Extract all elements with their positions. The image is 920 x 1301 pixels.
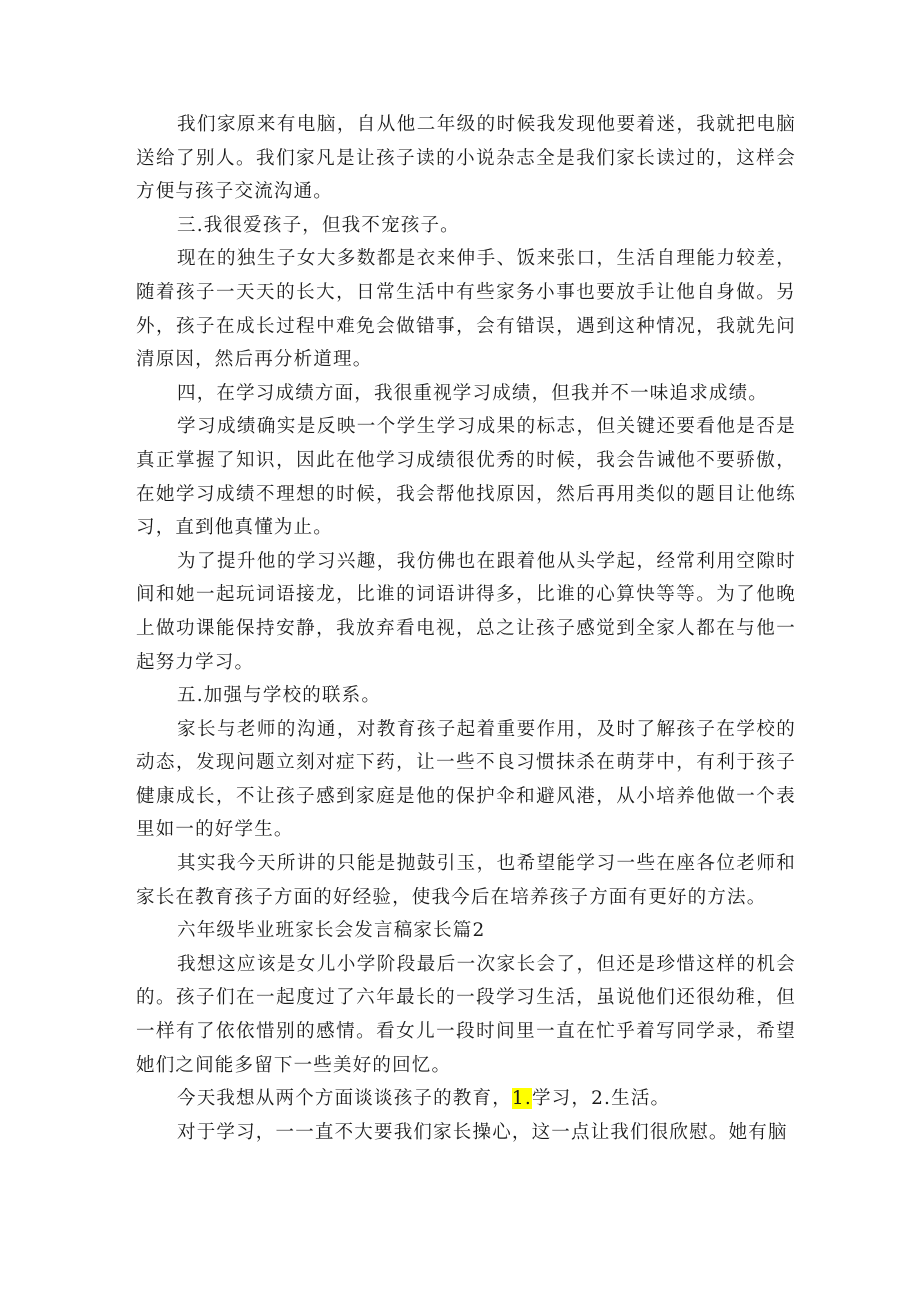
heading-section-four: 四，在学习成绩方面，我很重视学习成绩，但我并不一味追求成绩。 (177, 382, 769, 404)
paragraph-grades: 学习成绩确实是反映一个学生学习成果的标志，但关键还要看他是否是真正掌握了知识，因此在他学习成绩很优秀的时候，我会告诫他不要骄傲，在她学习成绩不理想的时候，我会帮他找原因，然后再用类似的题目让他练习，直到他真懂为止。 (136, 416, 796, 539)
document-body (136, 108, 796, 1149)
paragraph-independence: 现在的独生子女大多数都是衣来伸手、饭来张口，生活自理能力较差，随着孩子一天天的长大，日常生活中有些家务小事也要放手让他自身做。另外，孩子在成长过程中难免会做错事，会有错误，遇到这种情况，我就先问清原因，然后再分析道理。 (136, 248, 796, 371)
paragraph-two-aspects (136, 1082, 796, 1116)
highlighted-number: 1. (511, 1088, 532, 1110)
two-aspects-lead: 今天我想从两个方面谈谈孩子的教育， (177, 1088, 512, 1110)
paragraph-study: 对于学习，一一直不大要我们家长操心，这一点让我们很欣慰。她有脑 (177, 1121, 788, 1143)
paragraph-computer: 我们家原来有电脑，自从他二年级的时候我发现他要着迷，我就把电脑送给了别人。我们家凡是让孩子读的小说杂志全是我们家长读过的，这样会方便与孩子交流沟通。 (136, 114, 796, 203)
paragraph-last-meeting: 我想这应该是女儿小学阶段最后一次家长会了，但还是珍惜这样的机会的。孩子们在一起度过了六年最长的一段学习生活，虽说他们还很幼稚，但一样有了依依惜别的感情。看女儿一段时间里一直在忙乎着写同学录，希望她们之间能多留下一些美好的回忆。 (136, 953, 796, 1076)
paragraph-closing: 其实我今天所讲的只能是抛鼓引玉，也希望能学习一些在座各位老师和家长在教育孩子方面的好经验，使我今后在培养孩子方面有更好的方法。 (136, 853, 796, 908)
heading-section-five: 五.加强与学校的联系。 (177, 685, 382, 707)
paragraph-interest: 为了提升他的学习兴趣，我仿佛也在跟着他从头学起，经常利用空隙时间和她一起玩词语接龙，比谁的词语讲得多，比谁的心算快等等。为了他晚上做功课能保持安静，我放弃看电视，总之让孩子感觉到全家人都在与他一起努力学习。 (136, 550, 796, 673)
paragraph-school-contact: 家长与老师的沟通，对教育孩子起着重要作用，及时了解孩子在学校的动态，发现问题立刻对症下药，让一些不良习惯抹杀在萌芽中，有利于孩子健康成长，不让孩子感到家庭是他的保护伞和避风港，从小培养他做一个表里如一的好学生。 (136, 718, 796, 841)
two-aspects-tail: 学习，2.生活。 (531, 1088, 671, 1110)
heading-section-three: 三.我很爱孩子，但我不宠孩子。 (177, 214, 460, 236)
article-title-2: 六年级毕业班家长会发言稿家长篇2 (177, 920, 486, 942)
